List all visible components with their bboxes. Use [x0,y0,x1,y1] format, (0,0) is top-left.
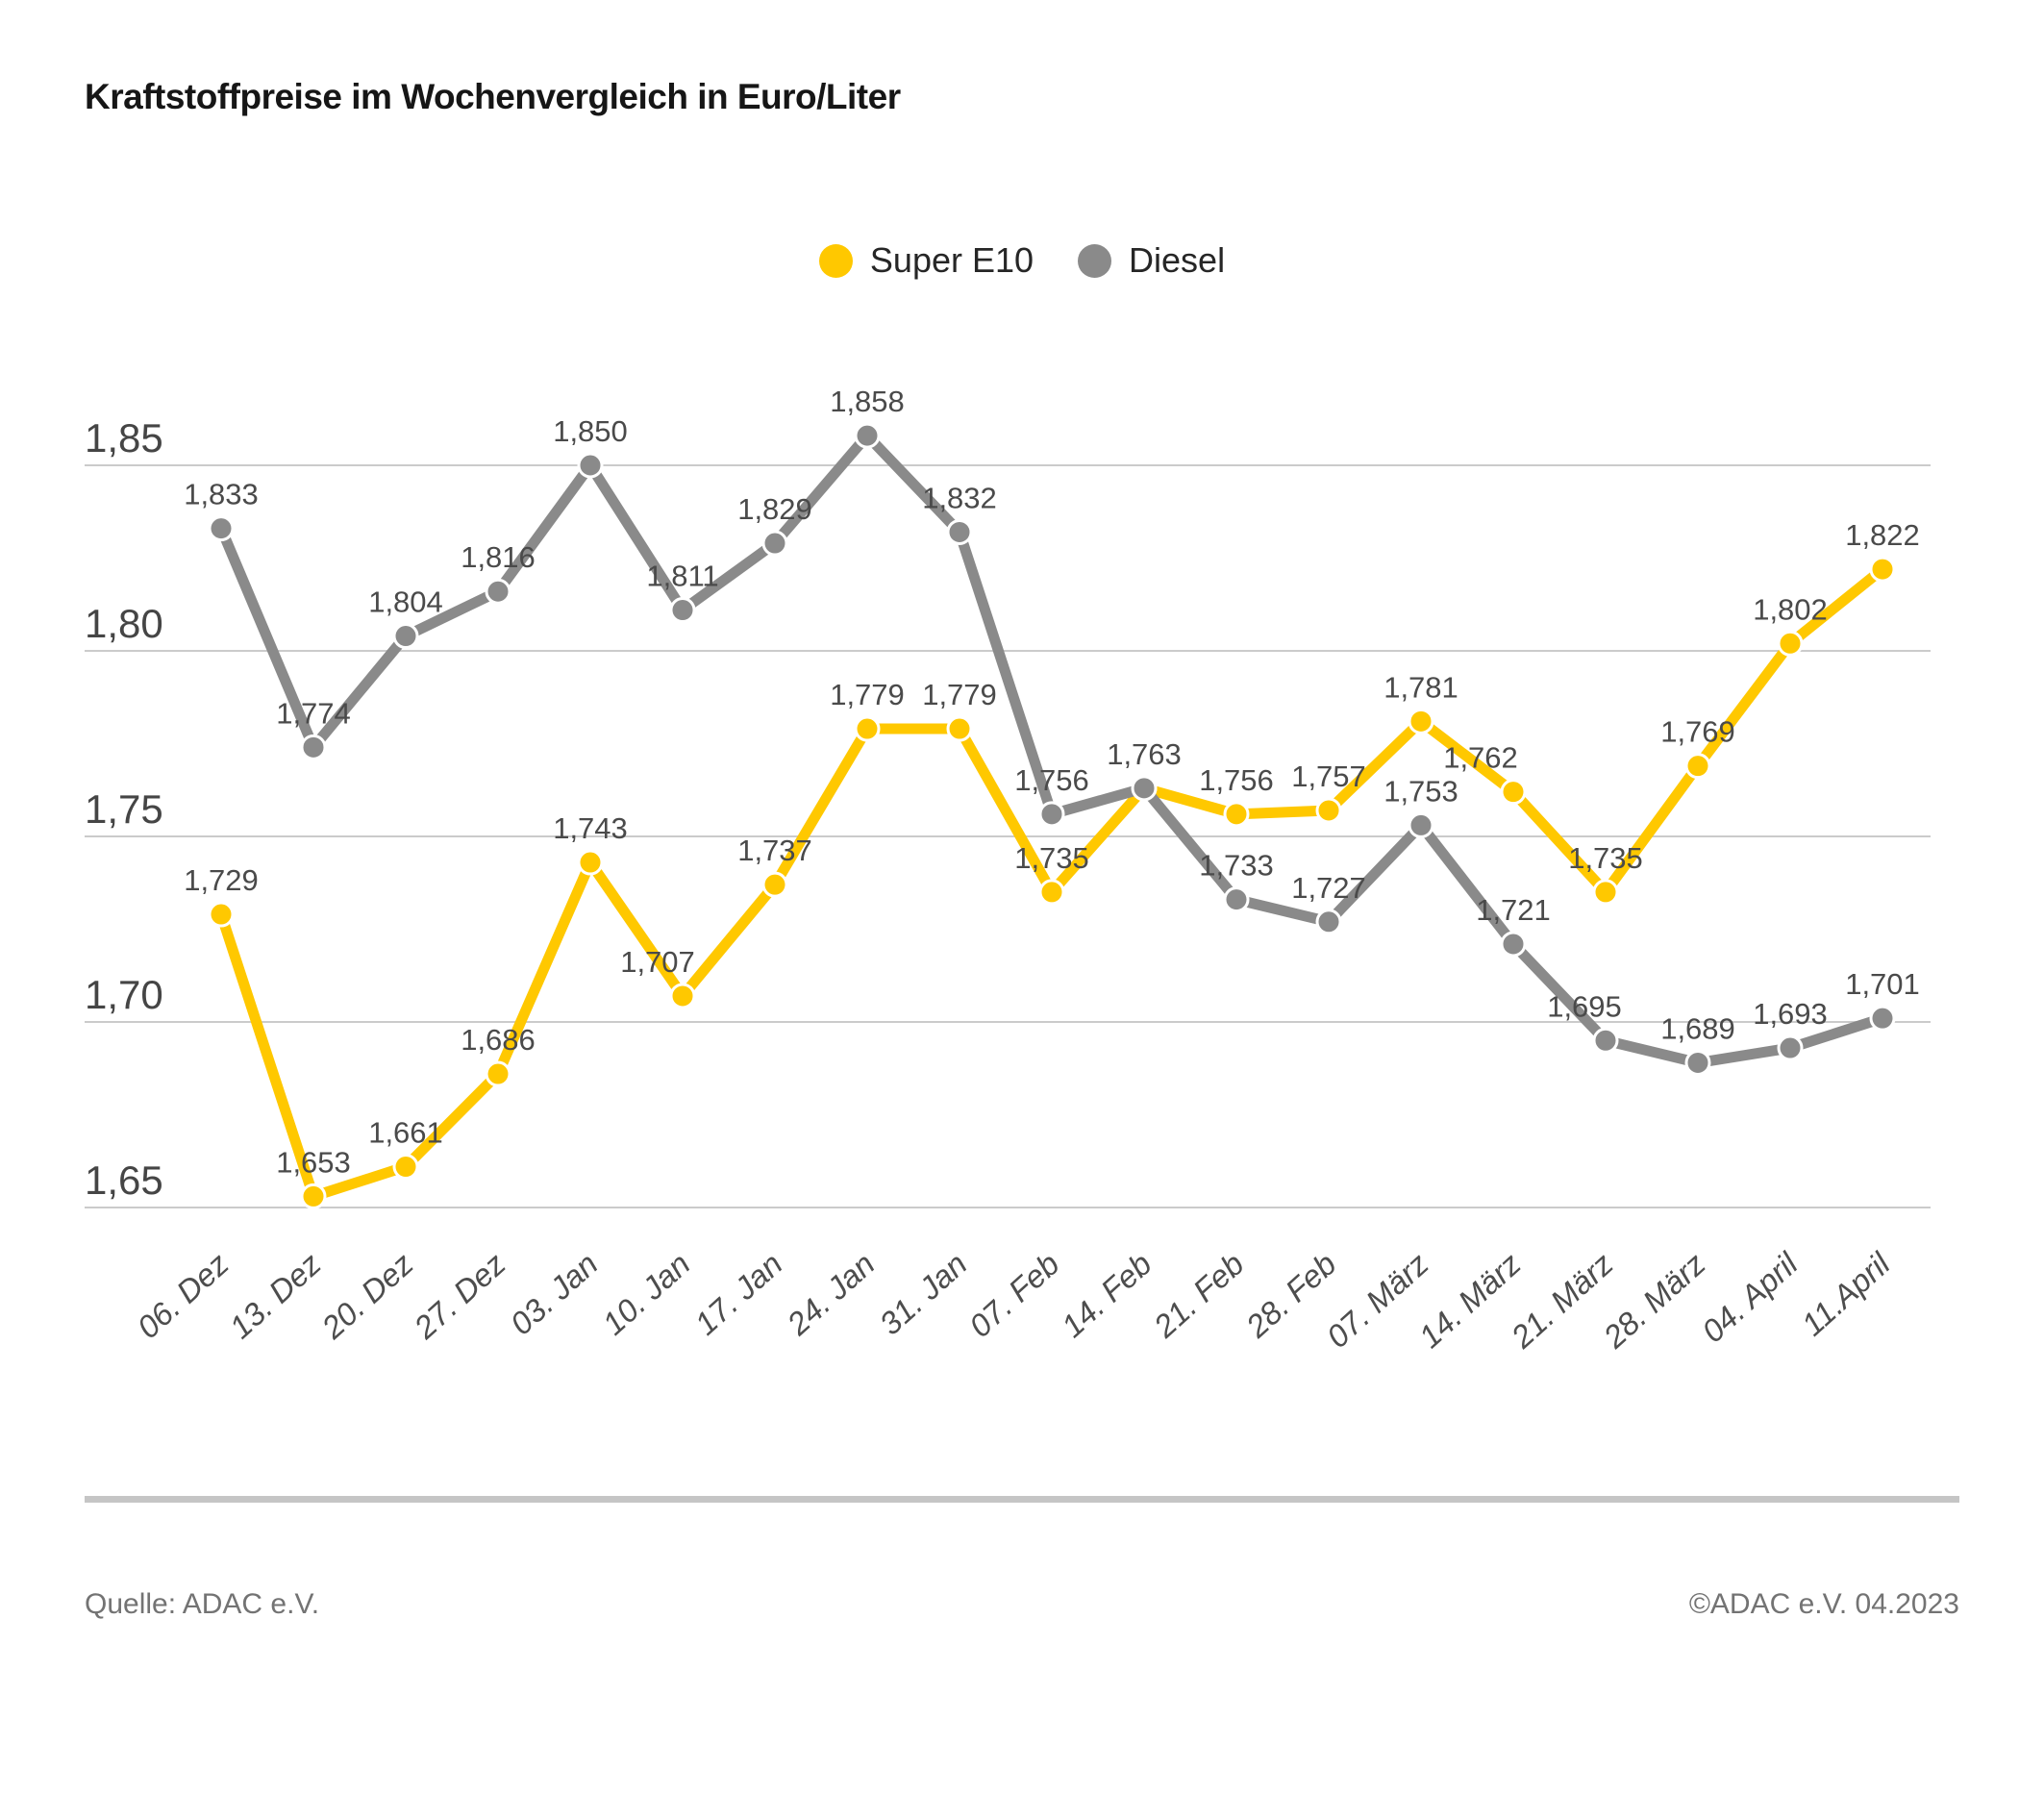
super-e10-point-14 [1502,781,1525,804]
diesel-point-12 [1317,910,1340,934]
super-e10-point-13 [1409,710,1433,733]
data-label: 1,781 [1383,670,1458,705]
data-label: 1,695 [1547,989,1622,1024]
data-label: 1,769 [1660,714,1735,749]
super-e10-point-11 [1225,803,1248,826]
y-axis-label: 1,65 [85,1158,163,1203]
x-axis-label: 04. April [1694,1245,1805,1350]
x-axis-label: 17. Jan [687,1245,789,1342]
x-axis-label: 14. März [1411,1245,1528,1356]
data-label: 1,774 [276,696,351,731]
data-label: 1,733 [1199,848,1274,883]
data-label: 1,701 [1845,967,1920,1002]
super-e10-point-4 [579,851,602,874]
diesel-point-0 [210,517,233,540]
diesel-point-16 [1686,1051,1709,1074]
diesel-point-7 [856,424,879,447]
data-label: 1,757 [1291,759,1366,793]
data-label: 1,721 [1476,892,1551,927]
data-label: 1,822 [1845,518,1920,553]
super-e10-point-3 [486,1062,510,1085]
diesel-point-5 [671,599,694,622]
series-line-diesel [221,436,1882,1062]
diesel-point-18 [1871,1007,1894,1030]
super-e10-point-18 [1871,558,1894,581]
data-label: 1,779 [922,678,997,712]
diesel-point-6 [763,532,786,555]
diesel-point-9 [1040,803,1063,826]
diesel-point-4 [579,454,602,477]
data-label: 1,707 [620,944,695,979]
data-label: 1,756 [1199,762,1274,797]
x-axis-label: 06. Dez [130,1245,236,1346]
data-label: 1,858 [830,385,905,419]
super-e10-point-7 [856,717,879,740]
data-label: 1,763 [1107,736,1182,771]
data-label: 1,689 [1660,1011,1735,1046]
data-label: 1,816 [461,540,536,575]
x-axis-label: 14. Feb [1054,1245,1159,1345]
super-e10-point-16 [1686,755,1709,778]
data-label: 1,753 [1383,774,1458,809]
diesel-point-17 [1779,1036,1802,1059]
data-label: 1,829 [737,492,812,527]
data-label: 1,832 [922,481,997,515]
super-e10-point-15 [1594,881,1617,904]
diesel-point-15 [1594,1029,1617,1052]
data-label: 1,737 [737,834,812,868]
super-e10-point-5 [671,984,694,1008]
data-label: 1,802 [1753,592,1828,627]
diesel-point-3 [486,580,510,603]
x-axis-label: 27. Dez [407,1245,512,1346]
data-label: 1,693 [1753,997,1828,1032]
data-label: 1,661 [368,1115,443,1150]
x-axis-label: 24. Jan [780,1245,882,1342]
data-label: 1,804 [368,585,443,619]
super-e10-point-12 [1317,799,1340,822]
x-axis-label: 21. Feb [1146,1245,1251,1345]
y-axis-label: 1,80 [85,601,163,646]
super-e10-point-6 [763,873,786,896]
x-axis-label: 13. Dez [222,1245,328,1346]
y-axis-label: 1,85 [85,415,163,461]
super-e10-point-2 [394,1156,417,1179]
super-e10-point-9 [1040,881,1063,904]
diesel-point-13 [1409,813,1433,836]
x-axis-label: 11.April [1794,1245,1897,1343]
super-e10-point-1 [302,1184,325,1208]
x-axis-label: 28. Feb [1238,1245,1343,1345]
super-e10-point-17 [1779,632,1802,655]
data-label: 1,735 [1014,840,1089,875]
x-axis-label: 28. März [1596,1245,1712,1356]
diesel-point-14 [1502,933,1525,956]
source-label: Quelle: ADAC e.V. [85,1588,320,1620]
diesel-point-8 [948,520,971,543]
diesel-point-1 [302,735,325,759]
data-label: 1,727 [1291,870,1366,905]
data-label: 1,686 [461,1023,536,1058]
super-e10-point-0 [210,903,233,926]
data-label: 1,762 [1443,740,1518,775]
x-axis-label: 07. März [1319,1245,1435,1356]
data-label: 1,811 [646,559,719,593]
footer-divider [85,1496,1959,1503]
diesel-point-2 [394,625,417,648]
x-axis-label: 31. Jan [872,1245,974,1342]
diesel-point-10 [1133,777,1156,800]
data-label: 1,729 [184,863,259,898]
chart-title: Kraftstoffpreise im Wochenvergleich in Euro/Liter [85,77,901,116]
x-axis-label: 03. Jan [503,1245,605,1342]
diesel-point-11 [1225,888,1248,911]
x-axis-label: 10. Jan [595,1245,697,1342]
data-label: 1,850 [553,414,628,448]
data-label: 1,779 [830,678,905,712]
x-axis-label: 07. Feb [961,1245,1066,1345]
legend-label-super-e10: Super E10 [869,240,1034,280]
data-label: 1,735 [1568,840,1643,875]
legend-label-diesel: Diesel [1129,240,1226,280]
data-label: 1,743 [553,811,628,846]
x-axis-label: 21. März [1504,1245,1620,1356]
copyright-label: ©ADAC e.V. 04.2023 [1688,1588,1959,1620]
x-axis-label: 20. Dez [314,1245,420,1346]
super-e10-point-8 [948,717,971,740]
data-label: 1,833 [184,477,259,511]
y-axis-label: 1,70 [85,972,163,1017]
data-label: 1,653 [276,1145,351,1180]
y-axis-label: 1,75 [85,786,163,832]
data-label: 1,756 [1014,762,1089,797]
